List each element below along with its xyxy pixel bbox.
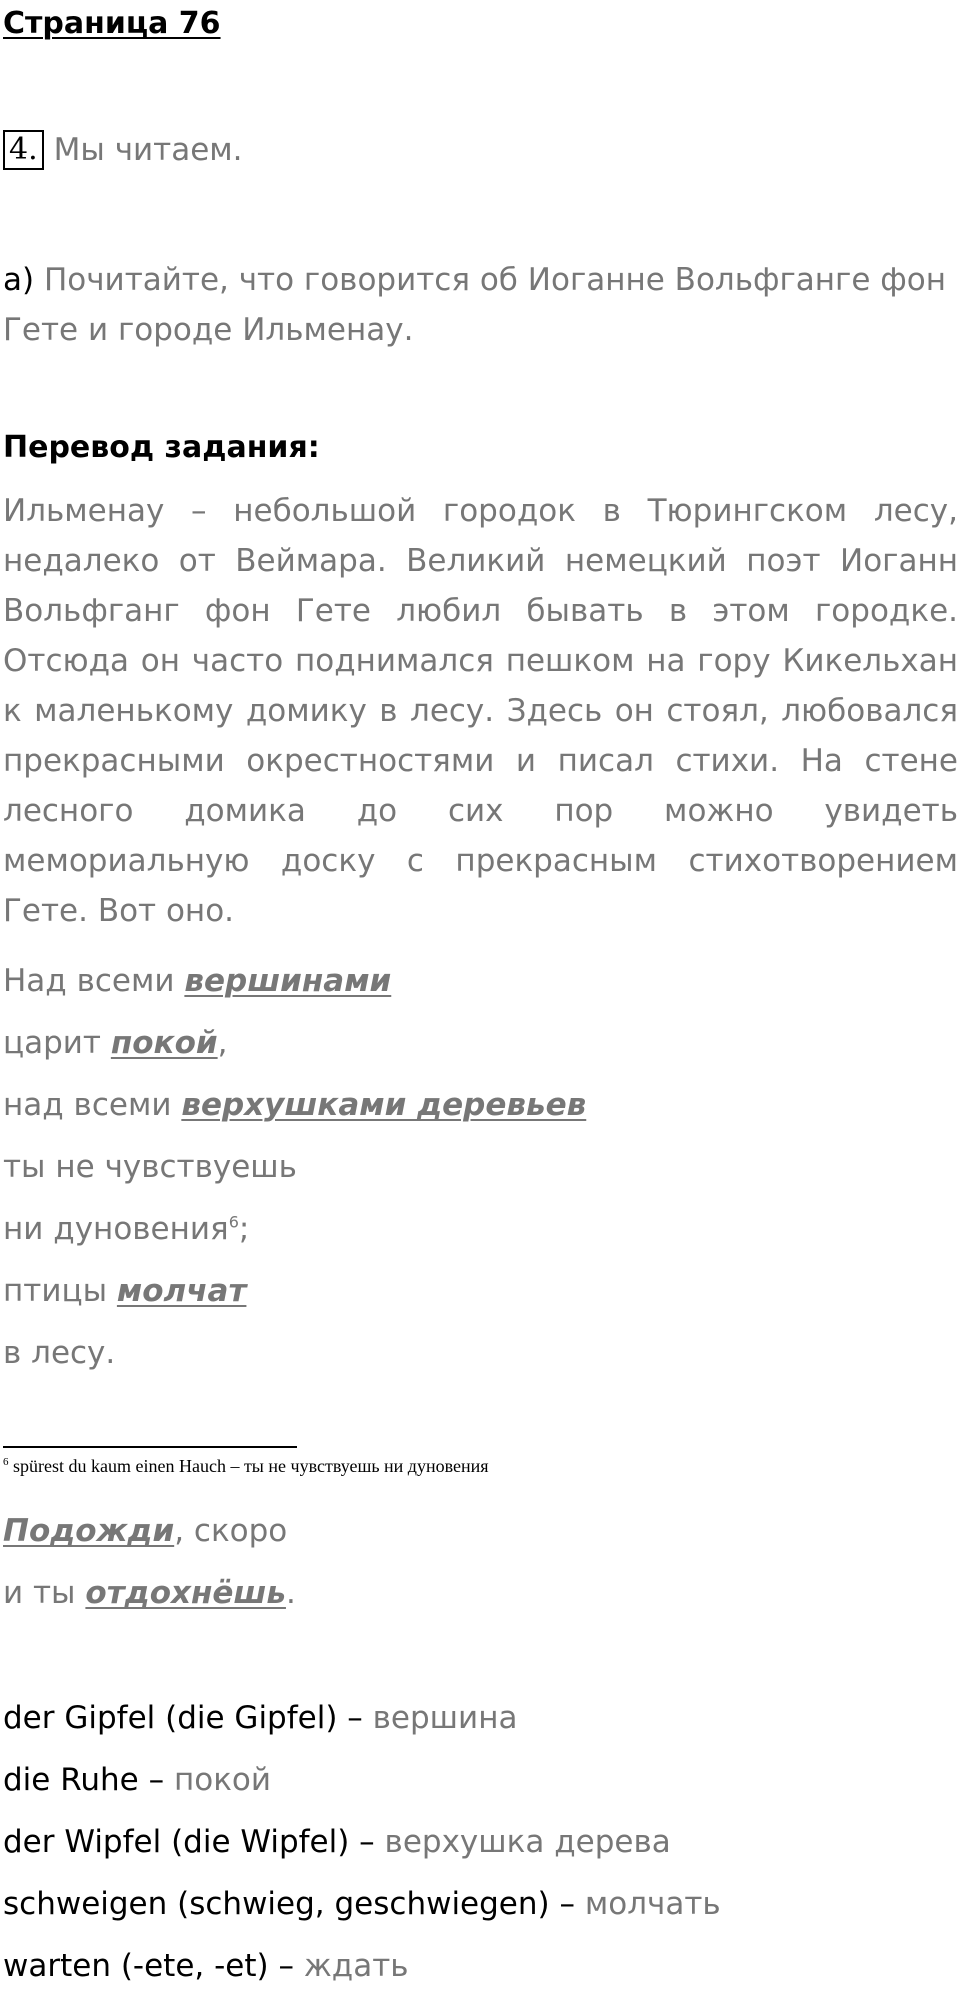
poem-text: ни дуновения bbox=[3, 1211, 229, 1247]
poem-line-3 bbox=[3, 1087, 586, 1123]
poem-text: птицы bbox=[3, 1273, 117, 1309]
part-a-marker: а) bbox=[3, 262, 35, 298]
page-title: Страница 76 bbox=[3, 6, 221, 41]
footnote-divider bbox=[3, 1446, 297, 1448]
vocab-dash: – bbox=[138, 1762, 174, 1798]
vocab-dash: – bbox=[549, 1886, 585, 1922]
translation-text: Ильменау – небольшой городок в Тюрингском лесу, недалеко от Веймара. Великий немецкий поэт Иоганн Вольфганг фон Гете любил бывать в этом городке. Отсюда он часто поднимался пешком на гору Кикельхан к маленькому домику в лесу. Здесь он стоял, любовался прекрасными окрестностями и писал стихи. На стене лесного домика до сих пор можно увидеть мемориальную доску с прекрасным стихотворением Гете. Вот оно. bbox=[3, 493, 958, 929]
vocab-german: die Ruhe bbox=[3, 1762, 139, 1798]
poem-keyword: молчат bbox=[116, 1273, 247, 1309]
poem-line-4: ты не чувствуешь bbox=[3, 1149, 297, 1185]
footnote-text: spürest du kaum einen Hauch – ты не чувствуешь ни дуновения bbox=[13, 1456, 489, 1476]
poem-text: Над всеми bbox=[3, 963, 185, 999]
poem-keyword: покой bbox=[110, 1025, 218, 1061]
poem-line-2 bbox=[3, 1025, 227, 1061]
vocab-russian: ждать bbox=[303, 1948, 409, 1984]
vocab-russian: молчать bbox=[584, 1886, 721, 1922]
poem-text: . bbox=[285, 1575, 296, 1611]
vocab-russian: покой bbox=[173, 1762, 272, 1798]
poem-keyword: вершинами bbox=[184, 963, 392, 999]
vocab-german: schweigen (schwieg, geschwiegen) bbox=[3, 1886, 550, 1922]
vocab-german: der Gipfel (die Gipfel) bbox=[3, 1700, 338, 1736]
part-a-paragraph bbox=[3, 255, 958, 355]
vocab-german: warten (-ete, -et) bbox=[3, 1948, 269, 1984]
poem-line-1 bbox=[3, 963, 391, 999]
vocab-russian: вершина bbox=[372, 1700, 518, 1736]
task-title: Мы читаем. bbox=[53, 132, 243, 168]
vocab-item bbox=[3, 1700, 517, 1736]
poem-text: , скоро bbox=[174, 1513, 288, 1549]
vocab-dash: – bbox=[349, 1824, 385, 1860]
poem-text: , bbox=[217, 1025, 228, 1061]
poem-line-9 bbox=[3, 1575, 296, 1611]
poem-text: царит bbox=[3, 1025, 111, 1061]
poem-keyword: верхушками деревьев bbox=[181, 1087, 587, 1123]
task-header bbox=[3, 130, 243, 170]
vocab-item bbox=[3, 1824, 671, 1860]
poem-text: над всеми bbox=[3, 1087, 182, 1123]
poem-line-6 bbox=[3, 1273, 246, 1309]
footnote-reference: 6 bbox=[228, 1212, 239, 1232]
vocab-item bbox=[3, 1886, 721, 1922]
vocab-dash: – bbox=[337, 1700, 373, 1736]
poem-text: ; bbox=[238, 1211, 250, 1247]
part-a-text: Почитайте, что говорится об Иоганне Вольфганге фон Гете и городе Ильменау. bbox=[3, 262, 947, 348]
vocab-russian: верхушка дерева bbox=[384, 1824, 671, 1860]
vocab-item bbox=[3, 1948, 409, 1984]
task-number-box: 4. bbox=[3, 130, 44, 170]
vocab-german: der Wipfel (die Wipfel) bbox=[3, 1824, 350, 1860]
footnote-number: 6 bbox=[3, 1456, 9, 1468]
poem-keyword: Подожди bbox=[3, 1513, 175, 1549]
translation-heading: Перевод задания: bbox=[3, 430, 320, 465]
vocab-dash: – bbox=[268, 1948, 304, 1984]
footnote bbox=[3, 1456, 489, 1477]
poem-keyword: отдохнёшь bbox=[85, 1575, 286, 1611]
poem-line-8 bbox=[3, 1513, 287, 1549]
poem-text: и ты bbox=[3, 1575, 86, 1611]
poem-line-5 bbox=[3, 1211, 249, 1247]
poem-line-7: в лесу. bbox=[3, 1335, 116, 1371]
vocab-item bbox=[3, 1762, 271, 1798]
